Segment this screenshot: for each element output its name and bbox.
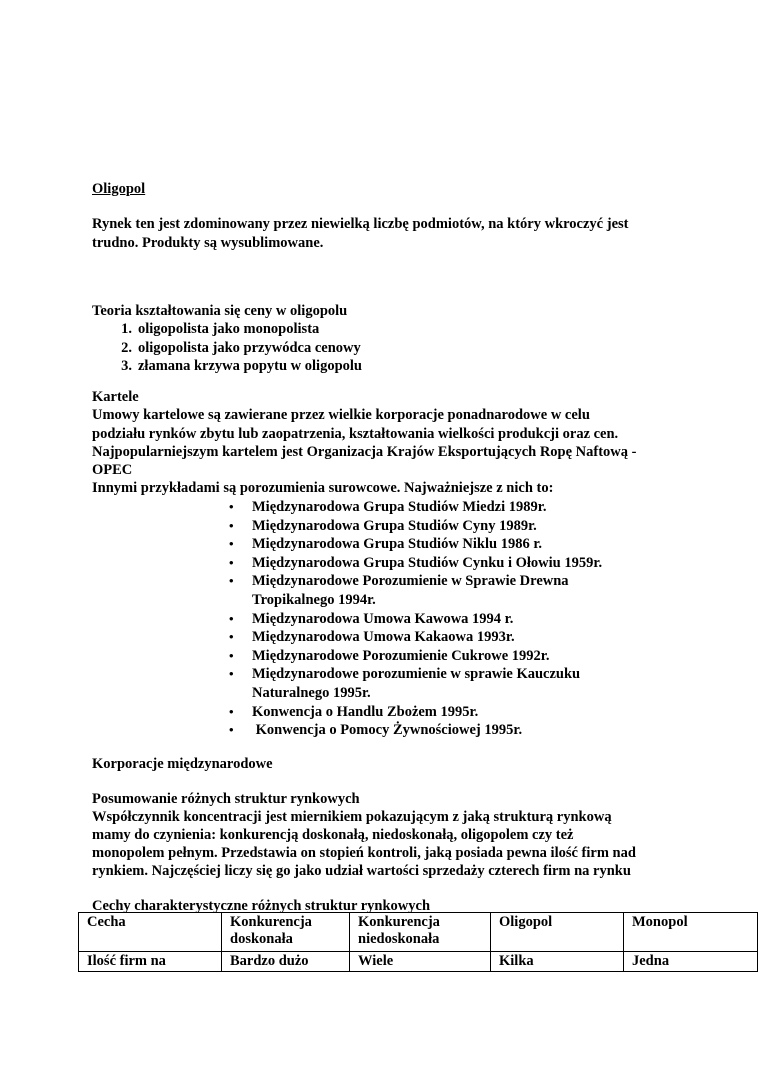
table-cell: Jedna: [624, 952, 758, 972]
table-header-cell: [79, 913, 222, 952]
list-number: 3.: [121, 358, 132, 375]
cartels-paragraph-line-3: Najpopularniejszym kartelem jest Organizacja Krajów Eksportujących Ropę Naftową -: [92, 444, 637, 460]
bullet-text: Międzynarodowe Porozumienie Cukrowe 1992r.: [252, 647, 550, 664]
list-text: oligopolista jako przywódca cenowy: [138, 339, 361, 356]
bullet-icon: •: [229, 536, 234, 552]
summary-heading: Posumowanie różnych struktur rynkowych: [92, 791, 360, 807]
bullet-text: Międzynarodowa Umowa Kakaowa 1993r.: [252, 629, 515, 646]
header-line: Oligopol: [499, 914, 553, 930]
bullet-item: [229, 628, 649, 647]
bullet-text: Konwencja o Handlu Zbożem 1995r.: [252, 703, 479, 720]
bullet-item: [229, 554, 649, 573]
bullet-icon: •: [229, 573, 234, 589]
list-number: 1.: [121, 321, 132, 337]
bullet-text: Międzynarodowa Grupa Studiów Niklu 1986 r.: [252, 536, 543, 553]
bullet-item: [229, 572, 649, 609]
list-text: złamana krzywa popytu w oligopolu: [138, 358, 362, 375]
corporations-heading: Korporacje międzynarodowe: [92, 756, 273, 772]
bullet-icon: •: [229, 629, 234, 645]
page-title: Oligopol: [92, 181, 146, 197]
bullet-item: [229, 517, 649, 536]
table-cell: Kilka: [491, 952, 624, 972]
bullet-text: Międzynarodowa Grupa Studiów Cyny 1989r.: [252, 517, 537, 534]
theory-heading: Teoria kształtowania się ceny w oligopolu: [92, 303, 348, 319]
summary-line-4: rynkiem. Najczęściej liczy się go jako udział wartości sprzedaży czterech firm na rynku: [92, 863, 631, 879]
header-line: doskonała: [230, 931, 293, 947]
table-header-cell: [491, 913, 624, 952]
bullet-item: [229, 665, 649, 702]
bullet-icon: •: [229, 666, 234, 682]
summary-line-2: mamy do czynienia: konkurencją doskonałą, niedoskonałą, oligopolem czy też: [92, 827, 574, 843]
header-line: Konkurencja: [230, 914, 312, 930]
header-line: Monopol: [632, 914, 688, 930]
bullet-icon: •: [229, 517, 234, 533]
table-header-cell: [222, 913, 350, 952]
bullet-text: Międzynarodowa Umowa Kawowa 1994 r.: [252, 610, 514, 627]
bullet-item: [229, 703, 649, 722]
bullet-text: Międzynarodowe Porozumienie w Sprawie Drewna Tropikalnego 1994r.: [252, 573, 569, 608]
market-structures-table: [78, 912, 758, 972]
table-cell: Bardzo dużo: [222, 952, 350, 972]
table-cell: Wiele: [350, 952, 491, 972]
bullet-item: [229, 647, 649, 666]
bullet-item: [229, 535, 649, 554]
table-cell: Ilość firm na: [79, 952, 222, 972]
cartels-paragraph-line-4: OPEC: [92, 462, 133, 478]
cartels-heading: Kartele: [92, 389, 139, 405]
agreements-bullet-list: [229, 498, 649, 740]
list-text: oligopolista jako monopolista: [138, 321, 320, 337]
bullet-icon: •: [229, 499, 234, 514]
summary-line-1: Współczynnik koncentracji jest miernikiem pokazującym z jaką strukturą rynkową: [92, 809, 612, 825]
header-line: Konkurencja: [358, 914, 440, 930]
list-number: 2.: [121, 339, 132, 356]
header-line: Cecha: [87, 914, 126, 930]
cartels-paragraph-line-1: Umowy kartelowe są zawierane przez wielkie korporacje ponadnarodowe w celu: [92, 407, 590, 423]
bullet-text: Międzynarodowa Grupa Studiów Miedzi 1989r.: [252, 499, 547, 515]
bullet-icon: •: [229, 610, 234, 626]
intro-line-2: trudno. Produkty są wysublimowane.: [92, 235, 324, 251]
bullet-item: [229, 498, 649, 517]
table-header-row: [79, 913, 758, 952]
table-caption: Cechy charakterystyczne różnych struktur rynkowych: [92, 898, 431, 914]
cartels-paragraph-line-2: podziału rynków zbytu lub zaopatrzenia, kształtowania wielkości produkcji oraz cen.: [92, 426, 619, 442]
bullet-icon: •: [229, 703, 234, 719]
header-line: niedoskonała: [358, 931, 440, 947]
summary-line-3: monopolem pełnym. Przedstawia on stopień kontroli, jaką posiada pewna ilość firm nad: [92, 845, 636, 861]
bullet-icon: •: [229, 722, 234, 738]
bullet-icon: •: [229, 647, 234, 663]
bullet-item: [229, 721, 649, 740]
cartels-paragraph-line-5: Innymi przykładami są porozumienia surowcowe. Najważniejsze z nich to:: [92, 480, 554, 496]
table-header-cell: [350, 913, 491, 952]
table-header-cell: [624, 913, 758, 952]
bullet-item: [229, 610, 649, 629]
bullet-text: Konwencja o Pomocy Żywnościowej 1995r.: [252, 722, 523, 739]
bullet-icon: •: [229, 554, 234, 570]
bullet-text: Międzynarodowa Grupa Studiów Cynku i Ołowiu 1959r.: [252, 554, 603, 571]
bullet-text: Międzynarodowe porozumienie w sprawie Kauczuku Naturalnego 1995r.: [252, 666, 581, 701]
table-row: [79, 952, 758, 972]
intro-line-1: Rynek ten jest zdominowany przez niewielką liczbę podmiotów, na który wkroczyć jest: [92, 216, 629, 232]
